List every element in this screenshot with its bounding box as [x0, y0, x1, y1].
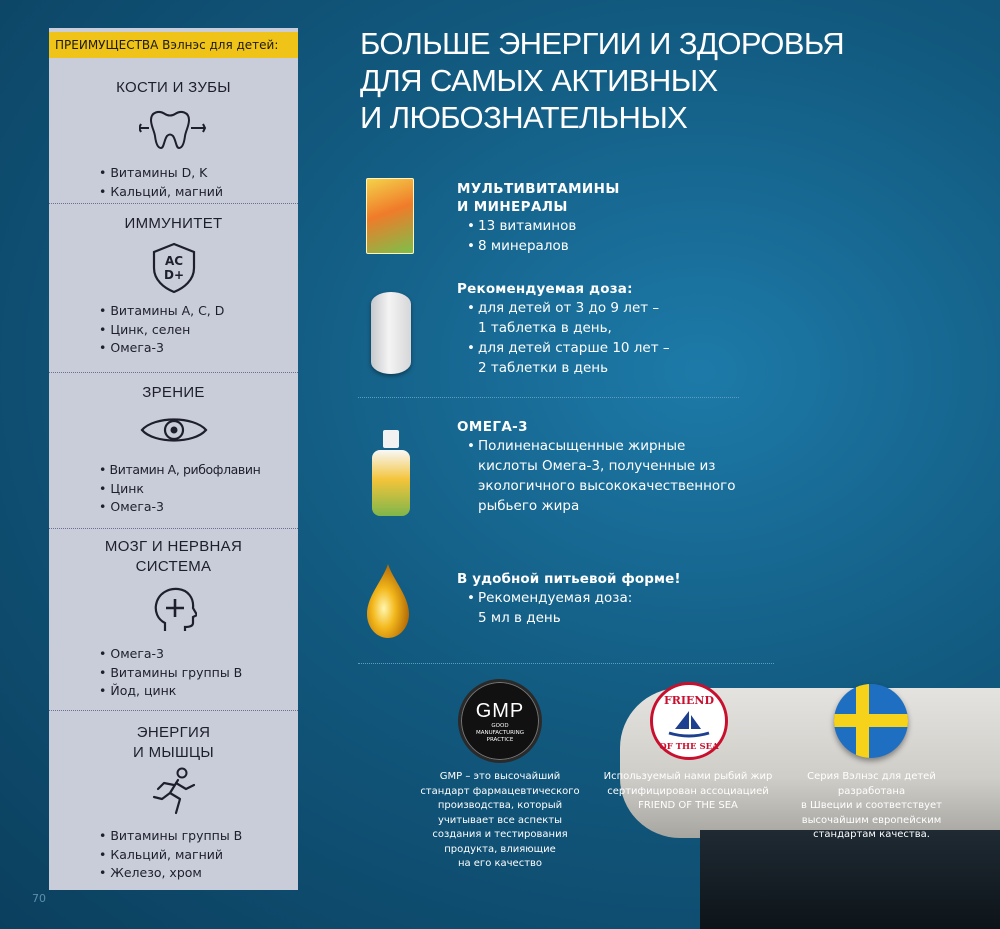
list-item: • Кальций, магний: [99, 183, 298, 202]
section-title: КОСТИ И ЗУБЫ: [116, 79, 231, 96]
list-item: • для детей старше 10 лет – 2 таблетки в день: [467, 340, 670, 376]
section-brain: [49, 528, 298, 701]
page-title: [360, 25, 880, 136]
sidebar-header: ПРЕИМУЩЕСТВА Вэлнэс для детей:: [49, 32, 298, 58]
svg-text:OF THE SEA: OF THE SEA: [659, 742, 719, 752]
list-item: • 8 минералов: [467, 238, 569, 254]
list-item: • Полиненасыщенные жирные кислоты Омега-3, полученные из экологичного высококачественного рыбьего жира: [467, 438, 736, 514]
title-line: И ЛЮБОЗНАТЕЛЬНЫХ: [360, 100, 688, 135]
multivitamins-block: [457, 180, 620, 256]
block-title: В удобной питьевой форме!: [457, 571, 681, 587]
list-item: • для детей от 3 до 9 лет – 1 таблетка в день,: [467, 300, 660, 336]
head-plus-icon: [151, 585, 197, 635]
section-title: ИММУНИТЕТ: [124, 215, 223, 232]
list-item: • Железо, хром: [99, 864, 298, 883]
section-title: И МЫШЦЫ: [133, 744, 214, 761]
dose-block: [457, 280, 670, 378]
eye-icon: [139, 413, 209, 447]
gmp-description: GMP – это высочайший стандарт фармацевтического производства, который учитывает все аспекты создания и тестирования продукта, влияющие на его качество: [420, 771, 580, 869]
shield-icon: [148, 242, 200, 294]
benefits-sidebar: [49, 28, 298, 890]
list-item: • Кальций, магний: [99, 846, 298, 865]
title-line: ДЛЯ САМЫХ АКТИВНЫХ: [360, 63, 718, 98]
list-item: • Витамин А, рибофлавин: [99, 461, 298, 480]
list-item: • Цинк: [99, 480, 298, 499]
section-immunity: [49, 203, 298, 358]
list-item: • 13 витаминов: [467, 218, 577, 234]
list-item: • Витамины D, K: [99, 164, 298, 183]
page-number: 70: [32, 892, 46, 905]
gmp-seal: [458, 679, 542, 763]
tooth-icon: [139, 106, 209, 152]
list-item: • Омега-3: [99, 498, 298, 517]
multivitamin-box-image: [366, 178, 414, 254]
list-item: • Витамины группы В: [99, 664, 298, 683]
gmp-seal-small: MANUFACTURING: [475, 730, 525, 736]
gmp-seal-small: GOOD: [491, 723, 509, 729]
block-title: МУЛЬТИВИТАМИНЫ: [457, 181, 620, 197]
section-vision: [49, 372, 298, 517]
gmp-seal-small: PRACTICE: [486, 737, 514, 743]
divider: [358, 663, 774, 664]
list-item: • Омега-3: [99, 339, 298, 358]
svg-text:FRIEND: FRIEND: [663, 694, 715, 707]
divider: [358, 397, 739, 398]
table-base-image: [700, 830, 1000, 929]
shield-text-top: AC: [164, 254, 183, 268]
list-item: • Цинк, селен: [99, 321, 298, 340]
friend-of-the-sea-seal: [650, 682, 728, 760]
fos-description: Используемый нами рыбий жир сертифицирован ассоциацией FRIEND OF THE SEA: [603, 771, 773, 811]
list-item: • Йод, цинк: [99, 682, 298, 701]
runner-icon: [150, 767, 198, 817]
omega-bottle-image: [372, 430, 410, 516]
block-title: ОМЕГА-3: [457, 419, 528, 435]
drink-block: [457, 570, 681, 628]
shield-text-bottom: D+: [163, 268, 184, 282]
section-title: ЭНЕРГИЯ: [136, 724, 211, 741]
section-title: ЗРЕНИЕ: [142, 384, 205, 401]
block-title: Рекомендуемая доза:: [457, 281, 633, 297]
gmp-seal-text: GMP: [475, 700, 525, 722]
tablet-image: [371, 292, 411, 374]
section-title: МОЗГ И НЕРВНАЯ: [104, 538, 243, 555]
title-line: БОЛЬШЕ ЭНЕРГИИ И ЗДОРОВЬЯ: [360, 26, 844, 61]
list-item: • Омега-3: [99, 645, 298, 664]
block-title: И МИНЕРАЛЫ: [457, 199, 568, 215]
section-bones-teeth: [49, 78, 298, 201]
section-energy: [49, 710, 298, 883]
sweden-description: Серия Вэлнэс для детей разработана в Швеции и соответствует высочайшим европейским стандартам качества.: [800, 771, 942, 840]
list-item: • Витамины А, С, D: [99, 302, 298, 321]
oil-drop-image: [363, 562, 413, 640]
omega-block: [457, 418, 736, 516]
list-item: • Витамины группы В: [99, 827, 298, 846]
sweden-flag-seal: [834, 684, 908, 758]
list-item: • Рекомендуемая доза: 5 мл в день: [467, 590, 633, 626]
section-title: СИСТЕМА: [135, 558, 212, 575]
